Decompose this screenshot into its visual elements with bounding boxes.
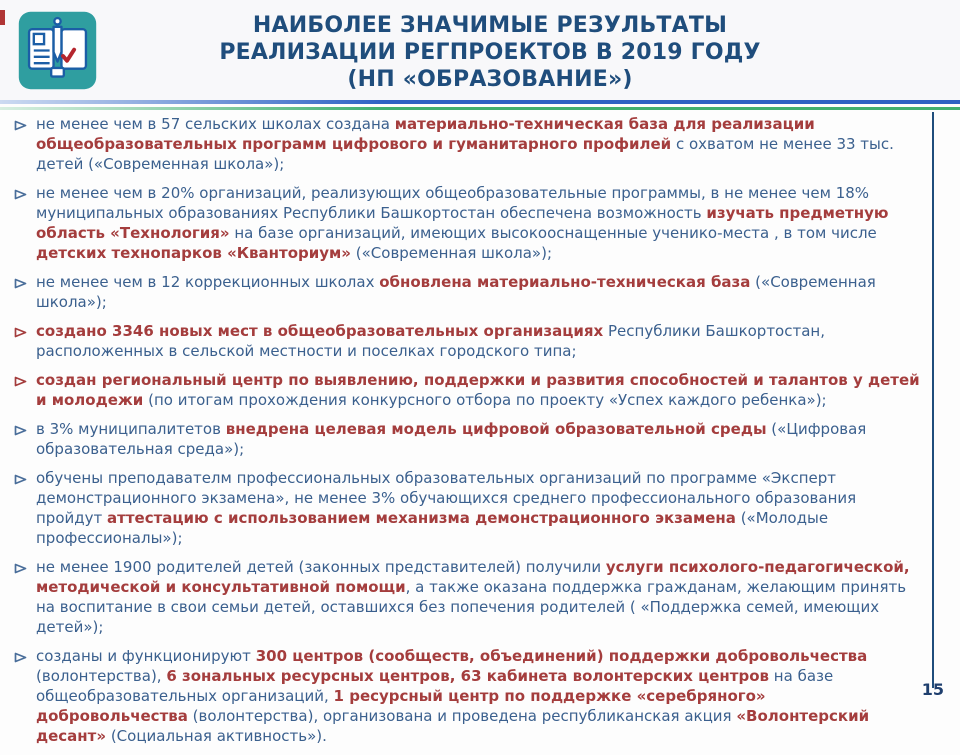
highlighted-text: изучать предметную область «Технология» (36, 204, 889, 242)
highlighted-text: создано 3346 новых мест в общеобразовательных организациях (36, 322, 604, 340)
right-border-line (932, 112, 934, 688)
arrow-bullet-icon (14, 117, 27, 130)
body-text: , а также оказана поддержка гражданам, желающим принять на воспитание в свои семьи детей, оставшихся без попечения родителей ( «Поддержка семей, имеющих детей»); (36, 578, 907, 636)
page-title: НАИБОЛЕЕ ЗНАЧИМЫЕ РЕЗУЛЬТАТЫ РЕАЛИЗАЦИИ РЕГПРОЕКТОВ В 2019 ГОДУ (НП «ОБРАЗОВАНИЕ») (219, 13, 761, 92)
arrow-bullet-icon (14, 186, 27, 199)
page-number: 15 (921, 680, 944, 699)
body-text: (по итогам прохождения конкурсного отбора по проекту «Успех каждого ребенка»); (143, 391, 827, 409)
arrow-bullet-icon (14, 324, 27, 337)
body-text: не менее чем в 20% организаций, реализующих общеобразовательные программы, в не менее чем 18% муниципальных образованиях Республики Башкортостан обеспечена возможность (36, 184, 870, 222)
highlighted-text: «Волонтерский десант» (36, 707, 870, 745)
book-pencil-check-icon (18, 11, 97, 90)
body-text: (Социальная активность»). (106, 727, 327, 745)
body-text: (волонтерства), (36, 667, 167, 685)
body-text: («Современная школа»); (36, 273, 876, 311)
highlighted-text: услуги психолого-педагогической, методической и консультативной помощи (36, 558, 910, 596)
body-text: обучены преподавателм профессиональных образовательных организаций по программе «Эксперт демонстрационного экзамена», не менее 3% обучающихся среднего профессионального образования пройдут (36, 469, 857, 527)
body-text: с охватом не менее 33 тыс. детей («Современная школа»); (36, 135, 894, 173)
bullet-item (14, 321, 922, 361)
bullet-item (14, 370, 922, 410)
highlighted-text: 6 зональных ресурсных центров, 63 кабинета волонтерских центров (166, 667, 770, 685)
divider-green-line (0, 107, 960, 110)
highlighted-text: внедрена целевая модель цифровой образовательной среды (225, 420, 767, 438)
corner-accent-mark (0, 10, 5, 25)
arrow-bullet-icon (14, 422, 27, 435)
bullet-item (14, 468, 922, 548)
bullet-item (14, 557, 922, 637)
slide-header (0, 0, 960, 100)
bullet-item (14, 183, 922, 263)
body-text: не менее чем в 12 коррекционных школах (36, 273, 380, 291)
body-text: созданы и функционируют (36, 647, 256, 665)
bullet-item (14, 419, 922, 459)
body-text: («Молодые профессионалы»); (36, 509, 829, 547)
highlighted-text: аттестацию с использованием механизма демонстрационного экзамена (107, 509, 736, 527)
highlighted-text: материально-техническая база для реализации общеобразовательных программ цифрового и гуманитарного профилей (36, 115, 815, 153)
highlighted-text: создан региональный центр по выявлению, поддержки и развития способностей и талантов у детей и молодежи (36, 371, 920, 409)
arrow-bullet-icon (14, 275, 27, 288)
bullet-item (14, 114, 922, 174)
body-text: (волонтерства), организована и проведена республиканская акция (187, 707, 737, 725)
bullet-item (14, 646, 922, 746)
arrow-bullet-icon (14, 373, 27, 386)
highlighted-text: детских технопарков «Кванториум» (36, 244, 351, 262)
body-text: на базе общеобразовательных организаций, (36, 667, 834, 705)
body-text: не менее 1900 родителей детей (законных представителей) получили (36, 558, 606, 576)
arrow-bullet-icon (14, 649, 27, 662)
highlighted-text: 1 ресурсный центр по поддержке «серебряного» добровольчества (36, 687, 766, 725)
bullet-item (14, 272, 922, 312)
arrow-bullet-icon (14, 471, 27, 484)
body-text: не менее чем в 57 сельских школах создана (36, 115, 395, 133)
body-text: Республики Башкортостан, расположенных в сельской местности и поселках городского типа; (36, 322, 825, 360)
highlighted-text: 300 центров (сообществ, объединений) поддержки добровольчества (255, 647, 868, 665)
highlighted-text: обновлена материально-техническая база (379, 273, 751, 291)
body-text: («Современная школа»); (351, 244, 553, 262)
body-text: («Цифровая образовательная среда»); (36, 420, 867, 458)
divider-blue-line (0, 100, 960, 104)
arrow-bullet-icon (14, 560, 27, 573)
bullet-list (14, 114, 922, 755)
body-text: в 3% муниципалитетов (36, 420, 226, 438)
body-text: на базе организаций, имеющих высокооснащенные ученико-места , в том числе (229, 224, 877, 242)
